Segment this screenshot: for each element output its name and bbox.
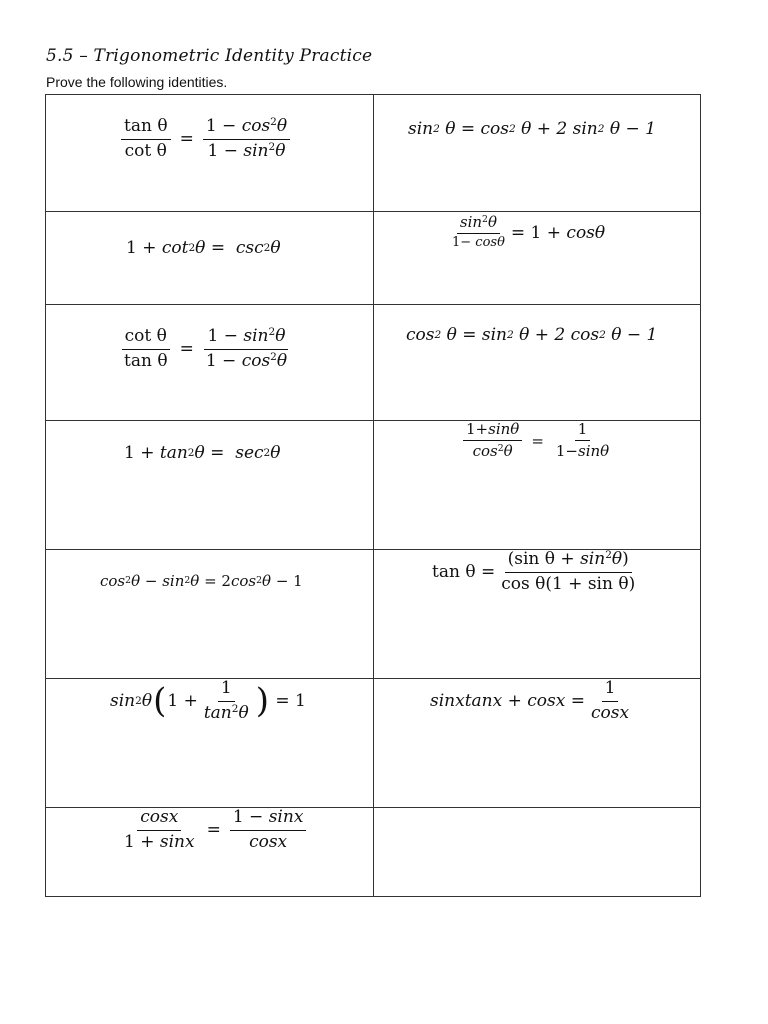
- identity-6: cos 2 θ = sin 2 θ + 2 cos 2 θ − 1: [406, 325, 658, 345]
- identity-cell-12: [374, 679, 701, 808]
- identity-10: tan θ = $\frac{(\sin \theta + \sin^2\theta)}{\text{cos θ(1 + sin θ)}}$: [432, 549, 636, 594]
- identity-cell-1: [46, 95, 374, 212]
- identity-5: $\frac{\text{cot θ}}{\text{tan θ}}$ = $\frac{1 - \sin^2\theta}{1 - \cos^2\theta}$: [118, 327, 293, 371]
- table-row: [46, 95, 701, 212]
- identity-cell-4: [374, 212, 701, 305]
- identity-cell-6: [374, 305, 701, 421]
- table-row: [46, 305, 701, 421]
- table-row: [46, 421, 701, 550]
- identity-2: sin 2 θ = cos 2 θ + 2 sin 2 θ − 1: [408, 119, 656, 139]
- table-row: [46, 550, 701, 679]
- table-row: [46, 212, 701, 305]
- table-row: [46, 808, 701, 897]
- instructions: Prove the following identities.: [46, 74, 228, 90]
- identity-12: sinxtanx + cosx = $\frac{1}{\cos x}$: [430, 678, 630, 723]
- identity-1: $\frac{\text{tan θ}}{\text{cot θ}}$ = $\frac{1 - \cos^2\theta}{1 - \sin^2\theta}$: [118, 117, 293, 161]
- empty-cell: [374, 808, 701, 897]
- identity-cell-2: [374, 95, 701, 212]
- identity-9: cos 2 θ − sin 2 θ = 2 cos 2 θ − 1: [100, 572, 303, 590]
- identity-table: [45, 94, 701, 897]
- identity-cell-11: [46, 679, 374, 808]
- identity-8: $\frac{1+\sin\theta}{\cos^2\theta}$ = $\frac{1}{1-\sin\theta}$: [460, 421, 615, 461]
- identity-cell-5: [46, 305, 374, 421]
- identity-cell-9: [46, 550, 374, 679]
- identity-3: 1 + cot 2 θ = csc 2 θ: [126, 238, 281, 258]
- identity-cell-8: [374, 421, 701, 550]
- identity-13: $\frac{\cos x}{1 + \sin x}$ = $\frac{1 - \sin x}{\cos x}$: [118, 808, 309, 852]
- identity-cell-10: [374, 550, 701, 679]
- identity-4: $\frac{\sin^2\theta}{1- \cos\theta}$ = 1 + cosθ: [452, 213, 606, 251]
- identity-cell-3: [46, 212, 374, 305]
- table-row: [46, 679, 701, 808]
- identity-11: sin 2 θ ( 1 + $\frac{1}{\tan^2\theta}$ ) = 1: [110, 678, 306, 723]
- identity-cell-7: [46, 421, 374, 550]
- identity-7: 1 + tan 2 θ = sec 2 θ: [124, 443, 281, 463]
- identity-cell-13: [46, 808, 374, 897]
- page-title: 5.5 – Trigonometric Identity Practice: [46, 46, 373, 66]
